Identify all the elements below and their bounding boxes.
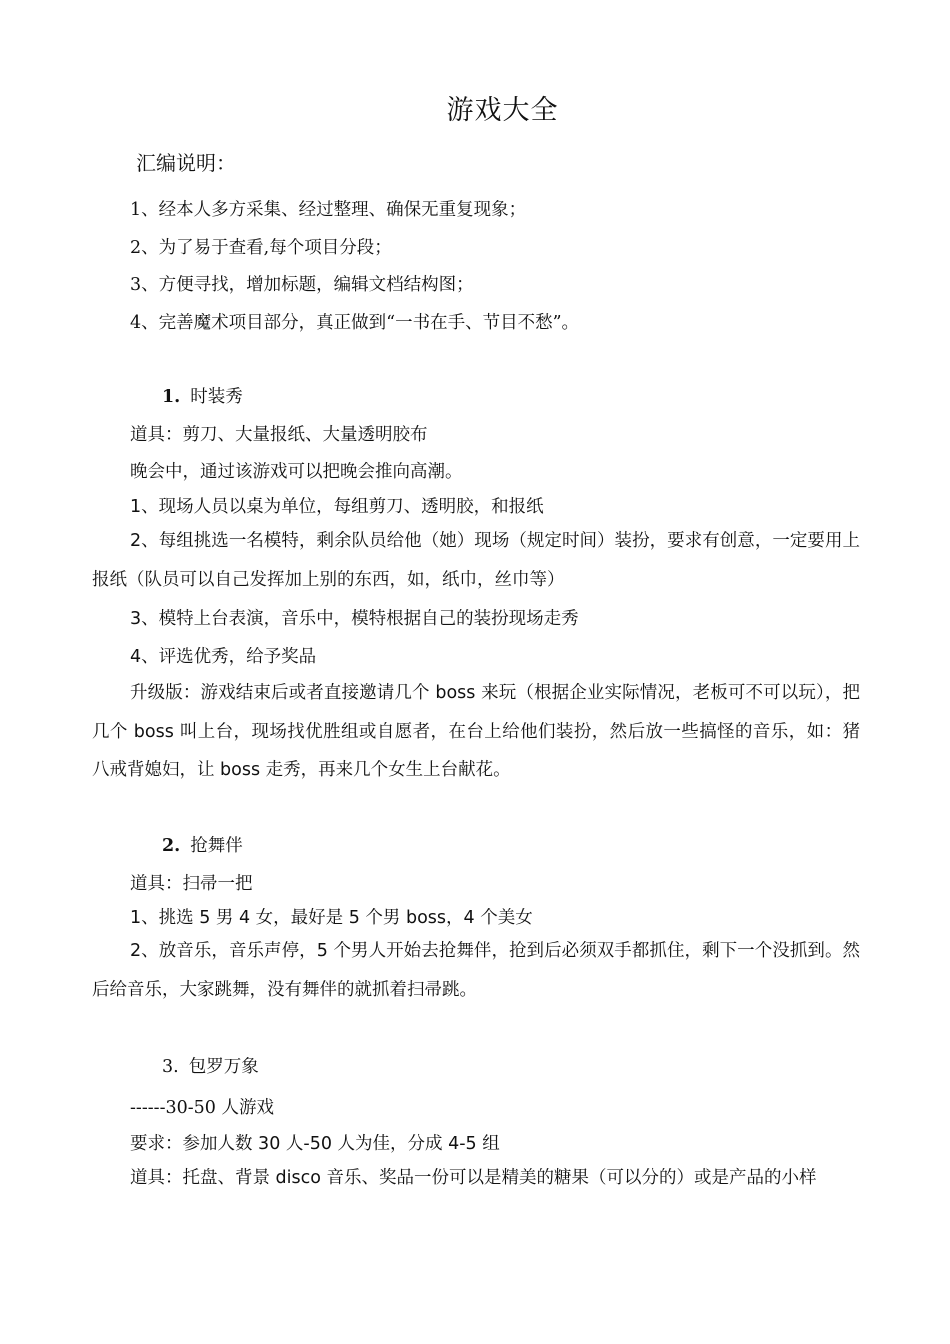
- intro-item: 3、方便寻找，增加标题，编辑文档结构图；: [130, 275, 474, 295]
- subtitle-line: ------30-50 人游戏: [130, 1098, 274, 1118]
- section-number: 3.: [162, 1057, 179, 1077]
- section-title: 时装秀: [190, 387, 243, 407]
- requirement-line: 要求：参加人数 30 人-50 人为佳，分成 4-5 组: [130, 1134, 500, 1154]
- section-heading: [162, 383, 243, 408]
- intro-item: 4、完善魔术项目部分，真正做到“一书在手、节目不愁”。: [130, 313, 580, 333]
- upgrade-paragraph: 升级版：游戏结束后或者直接邀请几个 boss 来玩（根据企业实际情况，老板可不可以玩），把几个 boss 叫上台，现场找优胜组或自愿者，在台上给他们装扮，然后放一些搞怪的音乐，如：猪八戒背媳妇，让 boss 走秀，再来几个女生上台献花。: [92, 683, 860, 780]
- step-paragraph: 2、放音乐，音乐声停，5 个男人开始去抢舞伴，抢到后必须双手都抓住，剩下一个没抓到。然后给音乐，大家跳舞，没有舞伴的就抓着扫帚跳。: [92, 941, 860, 1000]
- step-line: 4、评选优秀，给予奖品: [130, 647, 317, 667]
- section-title: 抢舞伴: [190, 836, 243, 856]
- intro-heading: 汇编说明：: [136, 151, 236, 175]
- document-title: 游戏大全: [446, 95, 559, 126]
- step-line: 3、模特上台表演，音乐中，模特根据自己的装扮现场走秀: [130, 609, 579, 629]
- step-line: 1、现场人员以桌为单位，每组剪刀、透明胶，和报纸: [130, 497, 544, 517]
- section-heading: [162, 832, 243, 857]
- section-title: 包罗万象: [188, 1057, 259, 1077]
- props-line: 道具：扫帚一把: [130, 874, 253, 894]
- intro-item: 1、经本人多方采集、经过整理、确保无重复现象；: [130, 200, 527, 220]
- step-paragraph: 2、每组挑选一名模特，剩余队员给他（她）现场（规定时间）装扮，要求有创意，一定要用上报纸（队员可以自己发挥加上别的东西，如，纸巾，丝巾等）: [92, 531, 860, 590]
- section-number: 1.: [162, 387, 181, 407]
- props-line: 道具：剪刀、大量报纸、大量透明胶布: [130, 425, 428, 445]
- step-line: 1、挑选 5 男 4 女，最好是 5 个男 boss，4 个美女: [130, 908, 533, 928]
- section-number: 2.: [162, 836, 181, 856]
- intro-item: 2、为了易于查看,每个项目分段；: [130, 238, 392, 258]
- props-paragraph: 道具：托盘、背景 disco 音乐、奖品一份可以是精美的糖果（可以分的）或是产品的小样: [130, 1168, 817, 1188]
- description-line: 晚会中，通过该游戏可以把晚会推向高潮。: [130, 462, 463, 482]
- section-heading: [162, 1053, 259, 1078]
